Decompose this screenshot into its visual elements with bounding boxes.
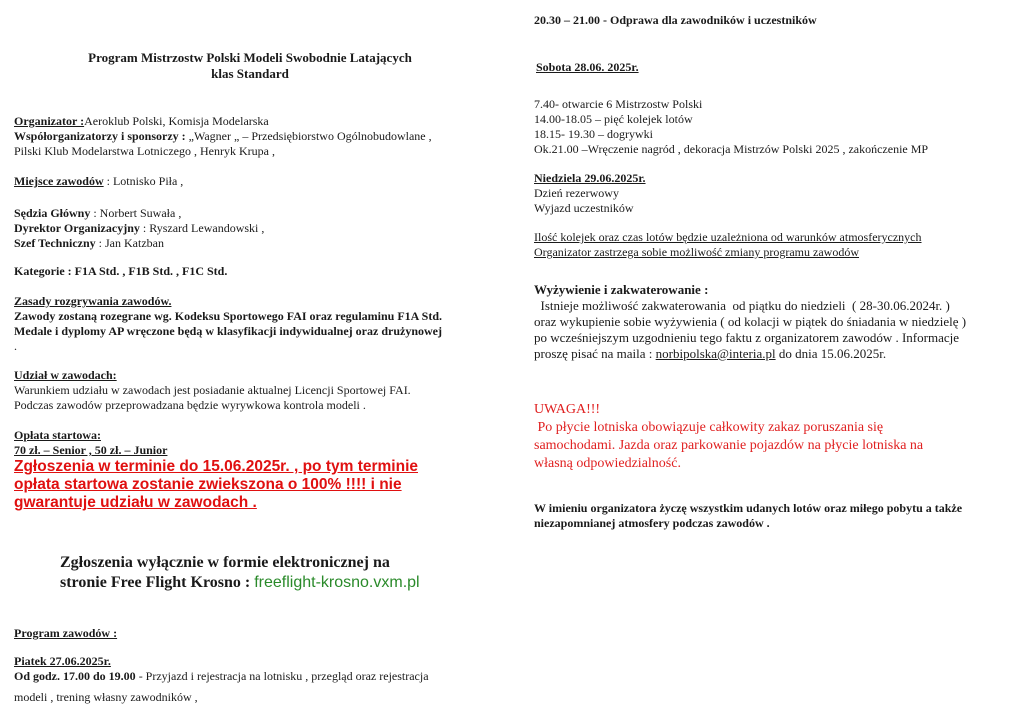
saturday-item: 7.40- otwarcie 6 Mistrzostw Polski [534,97,703,111]
closing-line-1: W imieniu organizatora życzę wszystkim udanych lotów oraz miłego pobytu a także [534,501,963,515]
participation-line-2: Podczas zawodów przeprowadzana będzie wyrywkowa kontrola modeli . [14,398,366,412]
director-value: : Ryszard Lewandowski , [139,221,265,235]
warning-line-3: gwarantuje udziału w zawodach . [14,494,257,511]
rules-dot: . [14,339,17,353]
sunday-item: Wyjazd uczestników [534,201,634,215]
director-label: Dyrektor Organizacyjny [14,221,140,235]
saturday-list [534,97,928,157]
officials-block [14,206,264,251]
rules-line-2: Medale i dyplomy AP wręczone będą w klasyfikacji indywidualnej oraz drużynowej [14,324,442,338]
saturday-heading: Sobota 28.06. 2025r. [536,60,639,74]
uwaga-line-2: samochodami. Jazda oraz parkowanie pojazdów na płycie lotniska na [534,438,924,453]
briefing-line: 20.30 – 21.00 - Odprawa dla zawodników i uczestników [534,13,817,27]
categories-line: Kategorie : F1A Std. , F1B Std. , F1C Std. [14,264,228,278]
program-heading: Program zawodów : [14,626,118,640]
accom-line-3: po wcześniejszym uzgodnieniu tego faktu z organizatorem zawodów . Informacje [534,330,959,345]
coorganizers-value: „Wagner „ – Przedsiębiorstwo Ogólnobudowlane , [185,129,432,143]
participation-heading: Udział w zawodach: [14,368,117,382]
venue-label: Miejsce zawodów [14,174,104,188]
accommodation-block [534,282,966,362]
fee-heading: Opłata startowa: [14,428,101,442]
sunday-item: Dzień rezerwowy [534,186,619,200]
friday-time: Od godz. 17.00 do 19.00 [14,669,136,683]
rules-line-1: Zawody zostaną rozegrane wg. Kodeksu Sportowego FAI oraz regulaminu F1A Std. [14,309,443,323]
uwaga-line-1: Po płycie lotniska obowiązuje całkowity zakaz poruszania się [534,420,884,435]
schedule-note [534,230,922,260]
judge-label: Sędzia Główny [14,206,91,220]
organizer-block [14,114,432,159]
fee-value: 70 zł. – Senior , 50 zł. – Junior [14,443,168,457]
rules-heading: Zasady rozgrywania zawodów. [14,294,172,308]
note-line-1: Ilość kolejek oraz czas lotów będzie uzależniona od warunków atmosferycznych [534,230,922,244]
organizer-label: Organizator : [14,114,85,128]
title-line-1: Program Mistrzostw Polski Modeli Swobodnie Latających [88,50,412,65]
registration-line-1: Zgłoszenia wyłącznie w formie elektronicznej na [60,554,390,571]
venue-line [14,174,183,189]
registration-site-link[interactable]: freeflight-krosno.vxm.pl [254,574,420,591]
closing-line-2: niezapomnianej atmosfery podczas zawodów . [534,516,770,530]
registration-info [60,553,420,593]
uwaga-heading: UWAGA!!! [534,402,601,417]
sunday-heading: Niedziela 29.06.2025r. [534,171,646,185]
accom-line-4-prefix: proszę pisać na maila : [534,346,656,361]
saturday-item: 18.15- 19.30 – dogrywki [534,127,653,141]
document-title [20,50,480,82]
judge-value: : Norbert Suwała , [90,206,182,220]
saturday-item: Ok.21.00 –Wręczenie nagród , dekoracja Mistrzów Polski 2025 , zakończenie MP [534,142,929,156]
warning-line-1: Zgłoszenia w terminie do 15.06.2025r. , po tym terminie [14,458,418,475]
friday-heading: Piatek 27.06.2025r. [14,654,111,668]
registration-warning [14,458,418,512]
coorganizers-line-2: Pilski Klub Modelarstwa Lotniczego , Henryk Krupa , [14,144,275,158]
accom-colon: : [700,282,709,297]
sunday-block [534,171,646,216]
tech-value: : Jan Katzban [95,236,164,250]
accom-heading: Wyżywienie i zakwaterowanie [534,282,701,297]
friday-text-2: modeli , trening własny zawodników , [14,690,198,704]
title-line-2: klas Standard [211,66,289,81]
venue-value: : Lotnisko Piła , [103,174,184,188]
rules-block [14,294,442,354]
friday-text: - Przyjazd i rejestracja na lotnisku , przegląd oraz rejestracja [135,669,429,683]
accom-line-2: oraz wykupienie sobie wyżywienia ( od kolacji w piątek do śniadania w niedzielę ) [534,314,967,329]
fee-block [14,428,167,458]
registration-line-2-prefix: stronie Free Flight Krosno : [60,574,255,591]
accom-line-1: Istnieje możliwość zakwaterowania od piątku do niedzieli ( 28-30.06.2024r. ) [534,298,950,313]
warning-line-2: opłata startowa zostanie zwiekszona o 100% !!!! i nie [14,476,402,493]
saturday-item: 14.00-18.05 – pięć kolejek lotów [534,112,693,126]
organizer-value: Aeroklub Polski, Komisja Modelarska [84,114,269,128]
uwaga-line-3: własną odpowiedzialność. [534,456,681,471]
participation-line-1: Warunkiem udziału w zawodach jest posiadanie aktualnej Licencji Sportowej FAI. [14,383,411,397]
tech-label: Szef Techniczny [14,236,96,250]
warning-notice [534,401,923,473]
note-line-2: Organizator zastrzega sobie możliwość zmiany programu zawodów [534,245,859,259]
accom-line-4-suffix: do dnia 15.06.2025r. [775,346,887,361]
coorganizers-label: Współorganizatorzy i sponsorzy : [14,129,186,143]
email-link[interactable]: norbipolska@interia.pl [655,346,776,361]
closing-message [534,501,962,531]
participation-block [14,368,411,413]
friday-block [14,654,429,705]
